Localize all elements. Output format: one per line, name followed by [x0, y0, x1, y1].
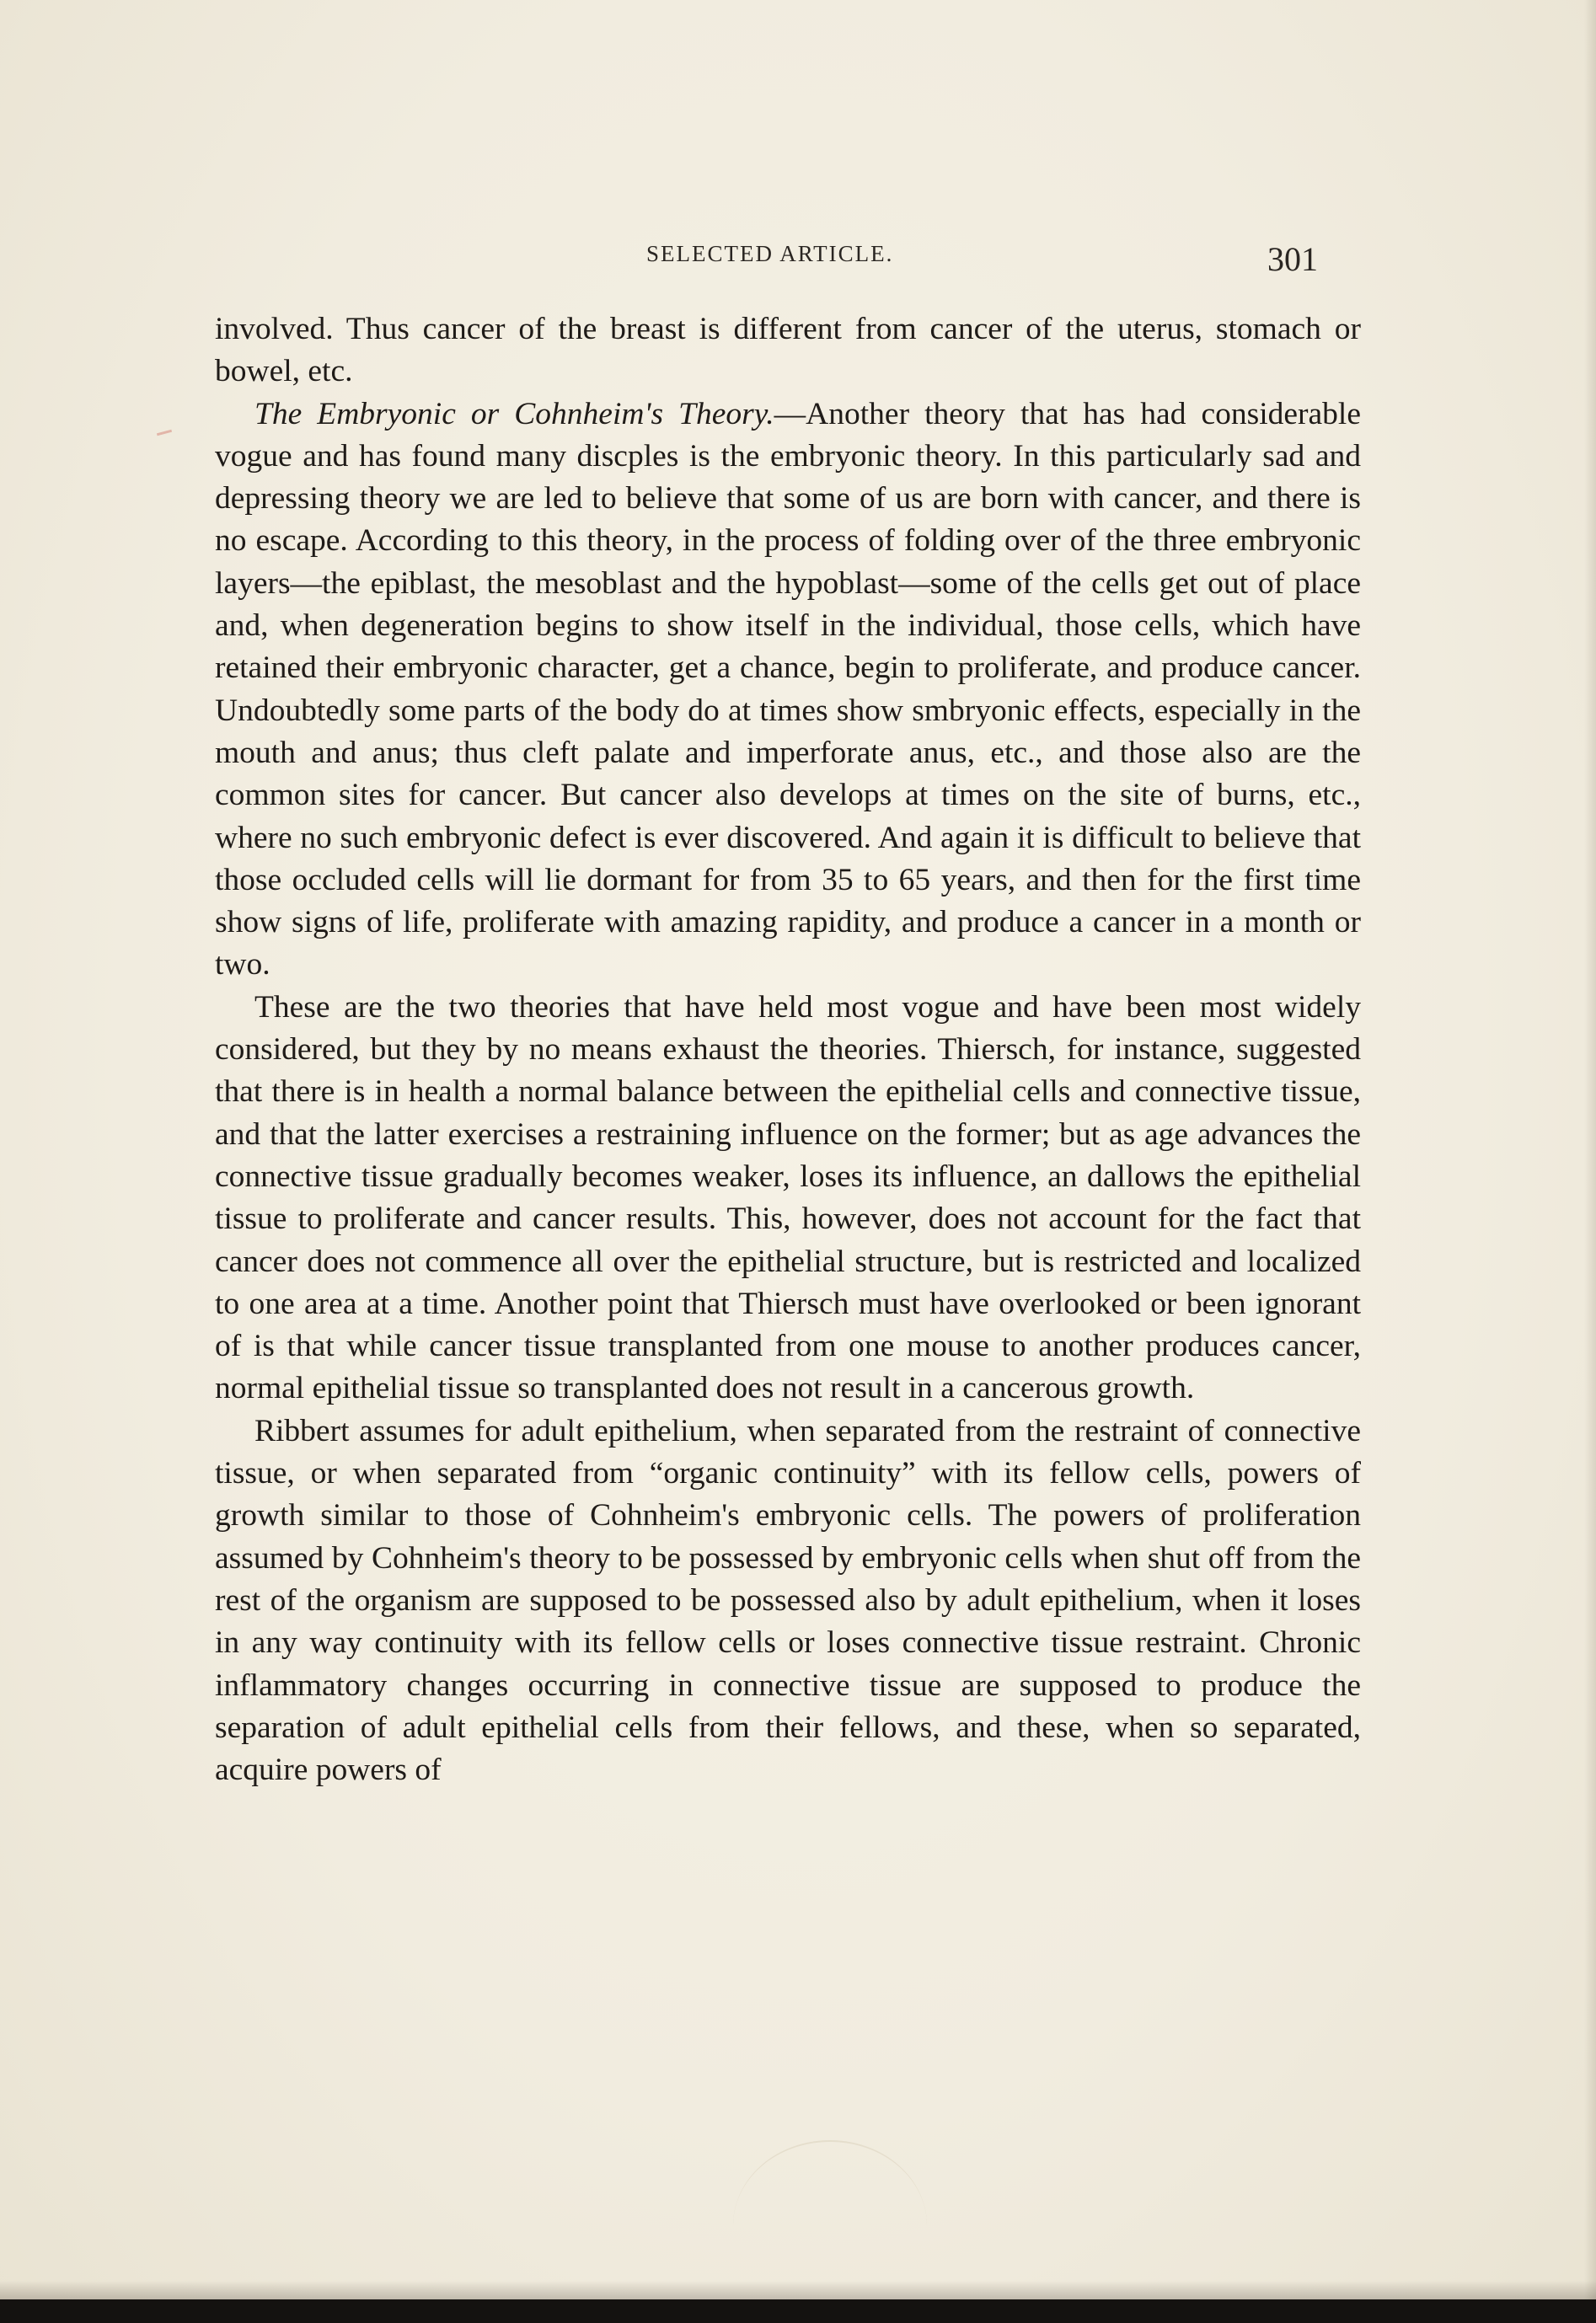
section-title-embryonic-theory: The Embryonic or Cohnheim's Theory.: [254, 396, 774, 431]
paragraph-embryonic-theory-text: —Another theory that has had considerable vogue and has found many discples is the embryonic theory. In this particularly sad and depressing theory we are led to believe that some of us are born with cancer, and there is no escape. According to this theory, in the process of folding over of the three embryonic layers—the epiblast, the mesoblast and the hypoblast—some of the cells get out of place and, when degeneration begins to show itself in the individual, those cells, which have retained their embryonic character, get a chance, begin to proliferate, and produce cancer. Undoubtedly some parts of the body do at times show smbryonic effects, especially in the mouth and anus; thus cleft palate and imperforate anus, etc., and those also are the common sites for cancer. But cancer also develops at times on the site of burns, etc., where no such embryonic defect is ever discovered. And again it is difficult to believe that those occluded cells will lie dormant for from 35 to 65 years, and then for the first time show signs of life, proliferate with amazing rapidity, and produce a cancer in a month or two.: [215, 396, 1361, 982]
paragraph-continuation: involved. Thus cancer of the breast is different from cancer of the uterus, stomach or bowel, etc.: [215, 312, 1361, 389]
scanner-bottom-edge: [0, 2299, 1596, 2323]
page-bottom-shadow: [0, 2281, 1596, 2299]
running-head: SELECTED ARTICLE.: [646, 241, 894, 266]
paragraph-thiersch: These are the two theories that have held most vogue and have been most widely considered, but they by no means exhaust the theories. Thiersch, for instance, suggested that there is in health a normal balance between the epithelial cells and connective tissue, and that the latter exercises a restraining influence on the former; but as age advances the connective tissue gradually becomes weaker, loses its influence, an dallows the epithelial tissue to proliferate and cancer results. This, however, does not account for the fact that cancer does not commence all over the epithelial structure, but is restricted and localized to one area at a time. Another point that Thiersch must have overlooked or been ignorant of is that while cancer tissue transplanted from one mouse to another produces cancer, normal epithelial tissue so transplanted does not result in a cancerous growth.: [215, 989, 1361, 1406]
page-right-edge: [1584, 0, 1596, 2323]
paragraph-ribbert: Ribbert assumes for adult epithelium, when separated from the restraint of connective tissue, or when separated from “organic continuity” with its fellow cells, powers of growth similar to those of Cohnheim's embryonic cells. The powers of proliferation assumed by Cohnheim's theory to be possessed by embryonic cells when shut off from the rest of the organism are supposed to be possessed also by adult epithelium, when it loses in any way continuity with its fellow cells or loses connective tissue restraint. Chronic inflammatory changes occurring in connective tissue are supposed to produce the separation of adult epithelial cells from their fellows, and these, when so separated, acquire powers of: [215, 1413, 1361, 1788]
pencil-mark: [157, 430, 172, 436]
page-number: 301: [1267, 240, 1318, 278]
paragraph-embryonic-theory: [215, 393, 1361, 987]
article-body: [215, 308, 1361, 1791]
